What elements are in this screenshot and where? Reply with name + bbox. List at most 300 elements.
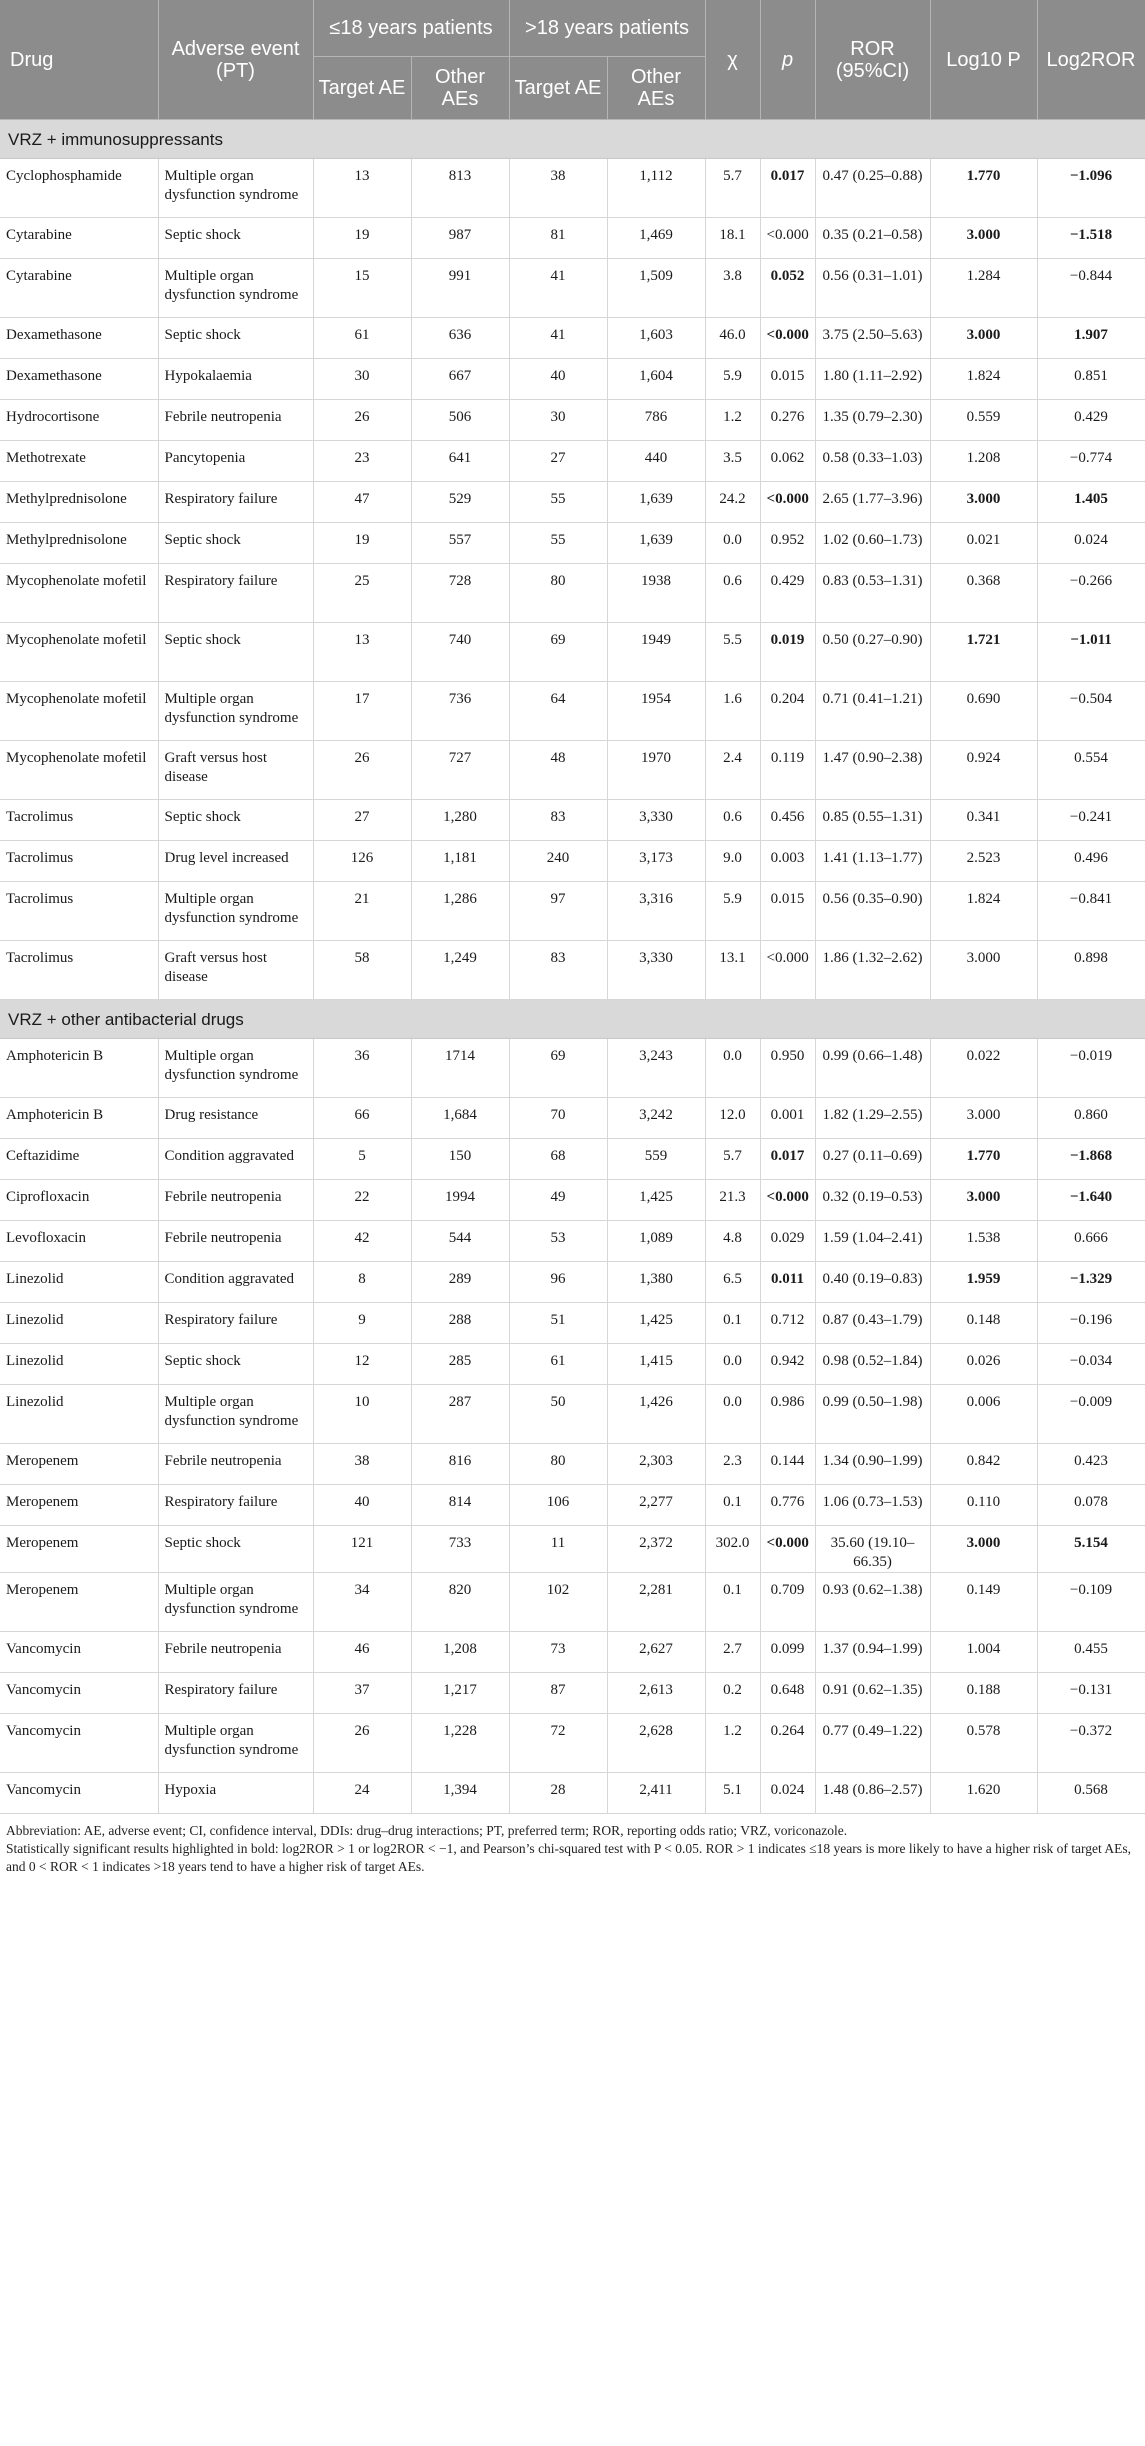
table-row: [0, 1444, 1145, 1485]
cell-p: 0.144: [760, 1444, 815, 1485]
header-gt18-other-aes: Other AEs: [607, 57, 705, 120]
cell-adverse-event: Respiratory failure: [158, 564, 313, 623]
header-le18-other-aes: Other AEs: [411, 57, 509, 120]
cell-ror: 1.06 (0.73–1.53): [815, 1485, 930, 1526]
cell-ror: 0.87 (0.43–1.79): [815, 1303, 930, 1344]
table-row: [0, 1303, 1145, 1344]
header-log2ror: Log2ROR: [1037, 0, 1145, 120]
cell-ror: 0.40 (0.19–0.83): [815, 1262, 930, 1303]
cell-ror: 1.82 (1.29–2.55): [815, 1098, 930, 1139]
table-row: [0, 800, 1145, 841]
cell-adverse-event: Febrile neutropenia: [158, 1180, 313, 1221]
cell-drug: Methotrexate: [0, 441, 158, 482]
cell-drug: Vancomycin: [0, 1773, 158, 1814]
cell-drug: Ciprofloxacin: [0, 1180, 158, 1221]
cell-gt18-target-ae: 55: [509, 523, 607, 564]
cell-drug: Mycophenolate mofetil: [0, 682, 158, 741]
cell-drug: Vancomycin: [0, 1632, 158, 1673]
cell-p: 0.709: [760, 1573, 815, 1632]
cell-le18-target-ae: 40: [313, 1485, 411, 1526]
cell-log10p: 1.620: [930, 1773, 1037, 1814]
cell-drug: Mycophenolate mofetil: [0, 564, 158, 623]
cell-drug: Linezolid: [0, 1344, 158, 1385]
cell-log10p: 0.924: [930, 741, 1037, 800]
cell-log2ror: −0.009: [1037, 1385, 1145, 1444]
cell-p: 0.029: [760, 1221, 815, 1262]
cell-le18-target-ae: 13: [313, 623, 411, 682]
cell-p: 0.015: [760, 882, 815, 941]
cell-gt18-target-ae: 83: [509, 800, 607, 841]
cell-adverse-event: Febrile neutropenia: [158, 1632, 313, 1673]
cell-p: 0.986: [760, 1385, 815, 1444]
cell-chi: 0.0: [705, 1344, 760, 1385]
cell-ror: 1.02 (0.60–1.73): [815, 523, 930, 564]
cell-gt18-other-aes: 1970: [607, 741, 705, 800]
cell-le18-other-aes: 1,394: [411, 1773, 509, 1814]
cell-log2ror: −1.868: [1037, 1139, 1145, 1180]
cell-gt18-target-ae: 81: [509, 218, 607, 259]
cell-gt18-other-aes: 2,613: [607, 1673, 705, 1714]
cell-p: <0.000: [760, 941, 815, 1000]
cell-gt18-other-aes: 2,411: [607, 1773, 705, 1814]
cell-adverse-event: Septic shock: [158, 523, 313, 564]
cell-ror: 0.99 (0.50–1.98): [815, 1385, 930, 1444]
cell-drug: Cyclophosphamide: [0, 159, 158, 218]
cell-p: 0.019: [760, 623, 815, 682]
cell-drug: Meropenem: [0, 1573, 158, 1632]
cell-p: 0.017: [760, 1139, 815, 1180]
table-row: [0, 564, 1145, 623]
cell-le18-target-ae: 19: [313, 218, 411, 259]
cell-chi: 0.6: [705, 800, 760, 841]
cell-le18-other-aes: 1,228: [411, 1714, 509, 1773]
cell-log2ror: −0.109: [1037, 1573, 1145, 1632]
cell-chi: 2.3: [705, 1444, 760, 1485]
cell-le18-target-ae: 46: [313, 1632, 411, 1673]
cell-gt18-target-ae: 61: [509, 1344, 607, 1385]
cell-log10p: 1.770: [930, 1139, 1037, 1180]
cell-le18-target-ae: 58: [313, 941, 411, 1000]
cell-log2ror: −0.131: [1037, 1673, 1145, 1714]
cell-gt18-other-aes: 2,303: [607, 1444, 705, 1485]
cell-p: 0.429: [760, 564, 815, 623]
cell-ror: 0.58 (0.33–1.03): [815, 441, 930, 482]
cell-log2ror: 1.907: [1037, 318, 1145, 359]
cell-log2ror: 0.568: [1037, 1773, 1145, 1814]
cell-log2ror: 5.154: [1037, 1526, 1145, 1573]
cell-log2ror: −0.841: [1037, 882, 1145, 941]
cell-ror: 1.47 (0.90–2.38): [815, 741, 930, 800]
cell-adverse-event: Multiple organ dysfunction syndrome: [158, 1039, 313, 1098]
cell-adverse-event: Febrile neutropenia: [158, 1444, 313, 1485]
header-gt18-group: >18 years patients: [509, 0, 705, 57]
cell-adverse-event: Septic shock: [158, 1526, 313, 1573]
table-row: [0, 1773, 1145, 1814]
cell-log10p: 1.824: [930, 359, 1037, 400]
cell-ror: 1.41 (1.13–1.77): [815, 841, 930, 882]
cell-chi: 24.2: [705, 482, 760, 523]
cell-chi: 0.0: [705, 1385, 760, 1444]
table-row: [0, 941, 1145, 1000]
cell-le18-target-ae: 27: [313, 800, 411, 841]
cell-le18-target-ae: 17: [313, 682, 411, 741]
cell-drug: Vancomycin: [0, 1673, 158, 1714]
cell-p: 0.712: [760, 1303, 815, 1344]
table-row: [0, 359, 1145, 400]
cell-log2ror: 0.851: [1037, 359, 1145, 400]
header-ror: ROR (95%CI): [815, 0, 930, 120]
cell-drug: Mycophenolate mofetil: [0, 623, 158, 682]
cell-ror: 0.32 (0.19–0.53): [815, 1180, 930, 1221]
table-row: [0, 1385, 1145, 1444]
cell-log2ror: 0.024: [1037, 523, 1145, 564]
table-row: [0, 482, 1145, 523]
cell-log2ror: 0.860: [1037, 1098, 1145, 1139]
cell-le18-target-ae: 126: [313, 841, 411, 882]
cell-drug: Cytarabine: [0, 259, 158, 318]
cell-adverse-event: Septic shock: [158, 800, 313, 841]
cell-drug: Ceftazidime: [0, 1139, 158, 1180]
cell-gt18-other-aes: 559: [607, 1139, 705, 1180]
cell-adverse-event: Condition aggravated: [158, 1262, 313, 1303]
cell-gt18-target-ae: 240: [509, 841, 607, 882]
table-row: [0, 523, 1145, 564]
cell-drug: Linezolid: [0, 1262, 158, 1303]
cell-drug: Cytarabine: [0, 218, 158, 259]
table-row: [0, 841, 1145, 882]
cell-log10p: 2.523: [930, 841, 1037, 882]
cell-chi: 5.1: [705, 1773, 760, 1814]
cell-log2ror: 0.078: [1037, 1485, 1145, 1526]
cell-adverse-event: Septic shock: [158, 218, 313, 259]
cell-gt18-target-ae: 69: [509, 1039, 607, 1098]
cell-le18-other-aes: 557: [411, 523, 509, 564]
cell-gt18-target-ae: 102: [509, 1573, 607, 1632]
cell-le18-target-ae: 47: [313, 482, 411, 523]
cell-adverse-event: Condition aggravated: [158, 1139, 313, 1180]
cell-drug: Linezolid: [0, 1303, 158, 1344]
cell-le18-target-ae: 24: [313, 1773, 411, 1814]
cell-log2ror: −1.096: [1037, 159, 1145, 218]
cell-log2ror: 0.666: [1037, 1221, 1145, 1262]
cell-le18-target-ae: 10: [313, 1385, 411, 1444]
cell-chi: 3.8: [705, 259, 760, 318]
cell-gt18-other-aes: 1,426: [607, 1385, 705, 1444]
cell-gt18-target-ae: 72: [509, 1714, 607, 1773]
cell-adverse-event: Multiple organ dysfunction syndrome: [158, 682, 313, 741]
cell-p: 0.001: [760, 1098, 815, 1139]
cell-chi: 0.0: [705, 523, 760, 564]
cell-p: <0.000: [760, 1180, 815, 1221]
cell-ror: 1.80 (1.11–2.92): [815, 359, 930, 400]
cell-chi: 46.0: [705, 318, 760, 359]
cell-log10p: 0.022: [930, 1039, 1037, 1098]
cell-log10p: 3.000: [930, 1526, 1037, 1573]
cell-log10p: 0.149: [930, 1573, 1037, 1632]
cell-gt18-other-aes: 2,281: [607, 1573, 705, 1632]
cell-le18-target-ae: 42: [313, 1221, 411, 1262]
cell-adverse-event: Multiple organ dysfunction syndrome: [158, 1573, 313, 1632]
cell-ror: 1.86 (1.32–2.62): [815, 941, 930, 1000]
cell-le18-other-aes: 1,181: [411, 841, 509, 882]
cell-log2ror: 0.898: [1037, 941, 1145, 1000]
cell-le18-other-aes: 991: [411, 259, 509, 318]
cell-gt18-other-aes: 2,627: [607, 1632, 705, 1673]
table-footnotes: [0, 1814, 1145, 1876]
cell-ror: 0.98 (0.52–1.84): [815, 1344, 930, 1385]
cell-log2ror: −0.241: [1037, 800, 1145, 841]
cell-log10p: 3.000: [930, 482, 1037, 523]
cell-gt18-target-ae: 55: [509, 482, 607, 523]
cell-le18-other-aes: 727: [411, 741, 509, 800]
table-row: [0, 1139, 1145, 1180]
cell-drug: Meropenem: [0, 1526, 158, 1573]
cell-p: <0.000: [760, 218, 815, 259]
cell-le18-target-ae: 30: [313, 359, 411, 400]
table-row: [0, 1632, 1145, 1673]
cell-log10p: 0.578: [930, 1714, 1037, 1773]
cell-le18-target-ae: 12: [313, 1344, 411, 1385]
cell-drug: Tacrolimus: [0, 841, 158, 882]
cell-le18-other-aes: 1,684: [411, 1098, 509, 1139]
cell-gt18-target-ae: 51: [509, 1303, 607, 1344]
cell-chi: 5.5: [705, 623, 760, 682]
cell-drug: Amphotericin B: [0, 1039, 158, 1098]
cell-chi: 302.0: [705, 1526, 760, 1573]
cell-le18-other-aes: 285: [411, 1344, 509, 1385]
cell-log10p: 1.538: [930, 1221, 1037, 1262]
cell-log10p: 0.842: [930, 1444, 1037, 1485]
header-log10p: Log10 P: [930, 0, 1037, 120]
cell-log2ror: 1.405: [1037, 482, 1145, 523]
cell-ror: 0.83 (0.53–1.31): [815, 564, 930, 623]
cell-p: 0.952: [760, 523, 815, 564]
cell-le18-target-ae: 36: [313, 1039, 411, 1098]
cell-gt18-target-ae: 73: [509, 1632, 607, 1673]
cell-gt18-target-ae: 41: [509, 318, 607, 359]
cell-adverse-event: Drug resistance: [158, 1098, 313, 1139]
cell-le18-other-aes: 287: [411, 1385, 509, 1444]
table-row: [0, 882, 1145, 941]
table-row: [0, 1180, 1145, 1221]
table-row: [0, 741, 1145, 800]
cell-log10p: 1.721: [930, 623, 1037, 682]
cell-log10p: 0.559: [930, 400, 1037, 441]
cell-drug: Levofloxacin: [0, 1221, 158, 1262]
cell-ror: 0.71 (0.41–1.21): [815, 682, 930, 741]
cell-le18-other-aes: 813: [411, 159, 509, 218]
cell-le18-other-aes: 820: [411, 1573, 509, 1632]
cell-gt18-target-ae: 80: [509, 1444, 607, 1485]
cell-chi: 0.6: [705, 564, 760, 623]
cell-adverse-event: Multiple organ dysfunction syndrome: [158, 159, 313, 218]
cell-p: 0.062: [760, 441, 815, 482]
cell-gt18-other-aes: 1938: [607, 564, 705, 623]
cell-gt18-other-aes: 1,089: [607, 1221, 705, 1262]
cell-le18-target-ae: 21: [313, 882, 411, 941]
cell-gt18-other-aes: 2,372: [607, 1526, 705, 1573]
table-row: [0, 159, 1145, 218]
cell-gt18-other-aes: 1,425: [607, 1303, 705, 1344]
cell-log10p: 0.148: [930, 1303, 1037, 1344]
cell-le18-other-aes: 636: [411, 318, 509, 359]
cell-le18-target-ae: 38: [313, 1444, 411, 1485]
cell-ror: 0.27 (0.11–0.69): [815, 1139, 930, 1180]
table-row: [0, 1714, 1145, 1773]
cell-chi: 12.0: [705, 1098, 760, 1139]
cell-le18-other-aes: 1,208: [411, 1632, 509, 1673]
cell-log2ror: −1.640: [1037, 1180, 1145, 1221]
cell-chi: 5.7: [705, 159, 760, 218]
cell-le18-target-ae: 37: [313, 1673, 411, 1714]
cell-log10p: 0.690: [930, 682, 1037, 741]
cell-ror: 0.85 (0.55–1.31): [815, 800, 930, 841]
cell-gt18-target-ae: 28: [509, 1773, 607, 1814]
cell-adverse-event: Septic shock: [158, 318, 313, 359]
table-row: [0, 623, 1145, 682]
cell-log2ror: −0.504: [1037, 682, 1145, 741]
cell-ror: 1.34 (0.90–1.99): [815, 1444, 930, 1485]
cell-le18-other-aes: 641: [411, 441, 509, 482]
table-body: [0, 120, 1145, 1814]
cell-ror: 1.48 (0.86–2.57): [815, 1773, 930, 1814]
cell-le18-other-aes: 1,280: [411, 800, 509, 841]
cell-le18-target-ae: 8: [313, 1262, 411, 1303]
cell-p: 0.276: [760, 400, 815, 441]
cell-adverse-event: Febrile neutropenia: [158, 1221, 313, 1262]
cell-chi: 1.2: [705, 1714, 760, 1773]
table-header: [0, 0, 1145, 120]
cell-le18-target-ae: 26: [313, 741, 411, 800]
cell-p: 0.011: [760, 1262, 815, 1303]
cell-adverse-event: Graft versus host disease: [158, 741, 313, 800]
cell-chi: 18.1: [705, 218, 760, 259]
cell-gt18-target-ae: 50: [509, 1385, 607, 1444]
cell-chi: 0.1: [705, 1303, 760, 1344]
cell-log2ror: 0.423: [1037, 1444, 1145, 1485]
cell-adverse-event: Pancytopenia: [158, 441, 313, 482]
cell-adverse-event: Respiratory failure: [158, 1673, 313, 1714]
cell-log10p: 1.824: [930, 882, 1037, 941]
cell-chi: 0.1: [705, 1485, 760, 1526]
cell-gt18-other-aes: 1,639: [607, 482, 705, 523]
cell-log10p: 1.770: [930, 159, 1037, 218]
header-adverse-event: Adverse event (PT): [158, 0, 313, 120]
cell-chi: 0.0: [705, 1039, 760, 1098]
cell-log10p: 3.000: [930, 941, 1037, 1000]
cell-le18-other-aes: 1,249: [411, 941, 509, 1000]
cell-gt18-other-aes: 1,469: [607, 218, 705, 259]
cell-chi: 4.8: [705, 1221, 760, 1262]
cell-log2ror: −0.266: [1037, 564, 1145, 623]
cell-gt18-target-ae: 80: [509, 564, 607, 623]
footnote-abbreviations: Abbreviation: AE, adverse event; CI, confidence interval, DDIs: drug–drug interactions; PT, preferred term; ROR, reporting odds ratio; VRZ, voriconazole.: [6, 1823, 848, 1838]
header-le18-target-ae: Target AE: [313, 57, 411, 120]
cell-le18-target-ae: 25: [313, 564, 411, 623]
section-title: VRZ + other antibacterial drugs: [0, 1000, 1145, 1039]
section-header: [0, 1000, 1145, 1039]
section-header: [0, 120, 1145, 159]
cell-log10p: 0.368: [930, 564, 1037, 623]
cell-log10p: 0.341: [930, 800, 1037, 841]
cell-adverse-event: Hypokalaemia: [158, 359, 313, 400]
cell-gt18-other-aes: 1,425: [607, 1180, 705, 1221]
table-row: [0, 1485, 1145, 1526]
table-row: [0, 1573, 1145, 1632]
cell-le18-target-ae: 121: [313, 1526, 411, 1573]
cell-le18-other-aes: 736: [411, 682, 509, 741]
cell-gt18-other-aes: 1,112: [607, 159, 705, 218]
cell-le18-target-ae: 5: [313, 1139, 411, 1180]
cell-log2ror: −0.844: [1037, 259, 1145, 318]
cell-gt18-other-aes: 1,604: [607, 359, 705, 400]
cell-gt18-target-ae: 68: [509, 1139, 607, 1180]
cell-log10p: 0.110: [930, 1485, 1037, 1526]
cell-chi: 5.7: [705, 1139, 760, 1180]
cell-adverse-event: Drug level increased: [158, 841, 313, 882]
cell-ror: 1.59 (1.04–2.41): [815, 1221, 930, 1262]
cell-p: 0.648: [760, 1673, 815, 1714]
cell-gt18-other-aes: 1,639: [607, 523, 705, 564]
cell-ror: 2.65 (1.77–3.96): [815, 482, 930, 523]
table-row: [0, 1221, 1145, 1262]
cell-gt18-other-aes: 3,243: [607, 1039, 705, 1098]
table-row: [0, 259, 1145, 318]
cell-le18-target-ae: 13: [313, 159, 411, 218]
cell-le18-other-aes: 733: [411, 1526, 509, 1573]
cell-log10p: 0.026: [930, 1344, 1037, 1385]
cell-le18-other-aes: 150: [411, 1139, 509, 1180]
cell-gt18-target-ae: 97: [509, 882, 607, 941]
table-row: [0, 1098, 1145, 1139]
cell-chi: 9.0: [705, 841, 760, 882]
cell-p: 0.456: [760, 800, 815, 841]
cell-chi: 5.9: [705, 359, 760, 400]
cell-adverse-event: Graft versus host disease: [158, 941, 313, 1000]
cell-chi: 1.2: [705, 400, 760, 441]
cell-chi: 5.9: [705, 882, 760, 941]
cell-le18-target-ae: 19: [313, 523, 411, 564]
cell-adverse-event: Hypoxia: [158, 1773, 313, 1814]
cell-log10p: 3.000: [930, 218, 1037, 259]
cell-le18-other-aes: 728: [411, 564, 509, 623]
cell-log2ror: 0.455: [1037, 1632, 1145, 1673]
cell-gt18-other-aes: 1,415: [607, 1344, 705, 1385]
cell-gt18-target-ae: 41: [509, 259, 607, 318]
cell-gt18-target-ae: 69: [509, 623, 607, 682]
cell-le18-other-aes: 544: [411, 1221, 509, 1262]
cell-le18-other-aes: 816: [411, 1444, 509, 1485]
cell-drug: Hydrocortisone: [0, 400, 158, 441]
cell-le18-other-aes: 506: [411, 400, 509, 441]
cell-gt18-target-ae: 106: [509, 1485, 607, 1526]
cell-ror: 0.91 (0.62–1.35): [815, 1673, 930, 1714]
cell-log2ror: −1.011: [1037, 623, 1145, 682]
header-gt18-target-ae: Target AE: [509, 57, 607, 120]
cell-gt18-target-ae: 96: [509, 1262, 607, 1303]
table-row: [0, 441, 1145, 482]
cell-le18-other-aes: 1994: [411, 1180, 509, 1221]
cell-p: 0.119: [760, 741, 815, 800]
cell-le18-other-aes: 1,286: [411, 882, 509, 941]
table-row: [0, 1526, 1145, 1573]
cell-drug: Tacrolimus: [0, 882, 158, 941]
cell-drug: Methylprednisolone: [0, 523, 158, 564]
header-drug: Drug: [0, 0, 158, 120]
header-le18-group: ≤18 years patients: [313, 0, 509, 57]
cell-gt18-target-ae: 87: [509, 1673, 607, 1714]
cell-gt18-target-ae: 64: [509, 682, 607, 741]
